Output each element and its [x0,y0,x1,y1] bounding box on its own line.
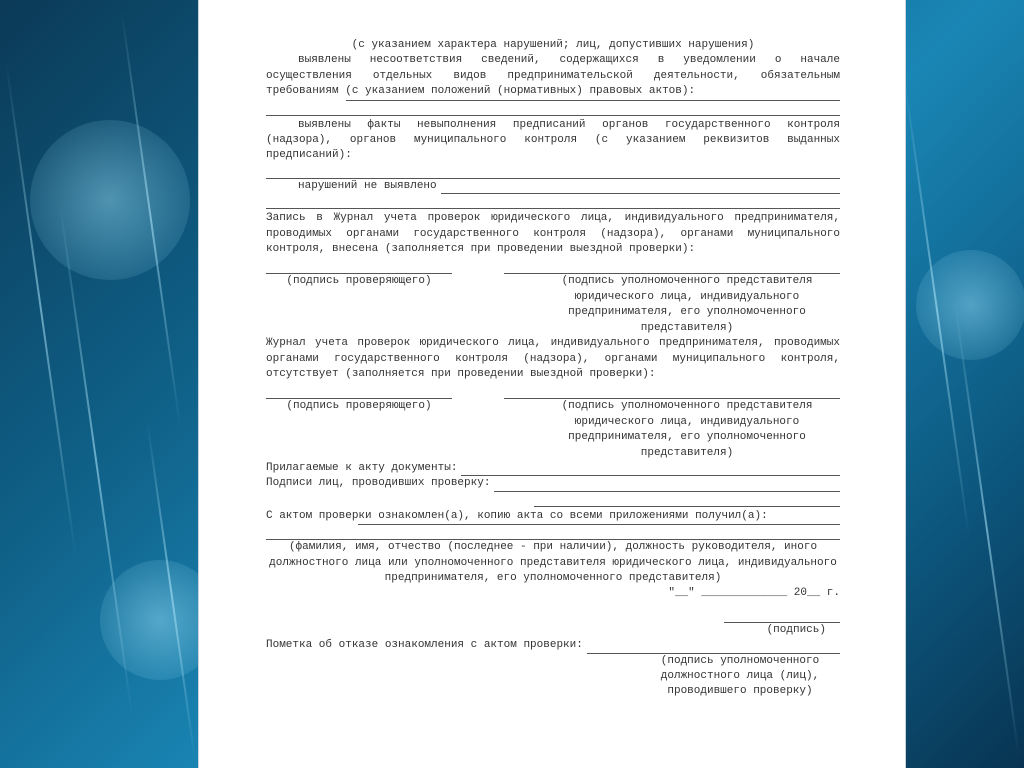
background-left [0,0,198,768]
signatures-inspectors-second-line [534,492,840,507]
inspector-signature-line [266,259,452,274]
failures-paragraph: выявлены факты невыполнения предписаний органов государственного контроля (надзора), органов муниципального контроля (с указанием реквизитов выданных предписаний): [266,118,840,162]
journal-absent-paragraph: Журнал учета проверок юридического лица, индивидуального предпринимателя, проводимых органами государственного контроля (надзора), органами муниципального контроля, отсутствует (заполняется при проведении выездной проверки): [266,337,840,380]
representative-signature-line [504,384,840,399]
signature-caption: (подпись) [766,623,826,636]
refusal-row [266,638,840,653]
mismatch-text: выявлены несоответствия сведений, содержащихся в уведомлении о начале осуществления отдельных видов предпринимательской деятельности, обязательным требованиям (с указанием положений (нормативных) правовых актов): [266,54,840,98]
blank-line [266,194,840,209]
representative-signature-caption: (подпись уполномоченного представителя юридического лица, индивидуального предпринимателя, его уполномоченного представителя) [561,400,813,459]
document-page [198,0,906,768]
no-violations-fill-line [441,181,840,194]
no-violations-row [266,179,840,194]
blank-line [266,164,840,179]
refusal-fill-line [587,641,840,654]
journal-entry-paragraph: Запись в Журнал учета проверок юридического лица, индивидуального предпринимателя, проводимых органами государственного контроля (надзора), органами муниципального контроля, внесена (заполняется при проведении выездной проверки): [266,212,840,256]
blank-line [266,101,840,116]
violations-caption: (с указанием характера нарушений; лиц, допустивших нарушения) [351,39,755,51]
attached-docs-row [266,461,840,476]
no-violations-label: нарушений не выявлено [298,179,437,192]
inspector-signature-caption: (подпись проверяющего) [286,275,432,288]
background-right [906,0,1024,768]
signature-block-1 [266,259,840,336]
signature-line [724,608,840,623]
familiarized-paragraph: С актом проверки ознакомлен(а), копию акта со всеми приложениями получил(а): [266,509,768,522]
representative-signature-line [504,259,840,274]
inspector-signature-caption: (подпись проверяющего) [286,400,432,413]
signature-block-2 [266,384,840,461]
attached-docs-label: Прилагаемые к акту документы: [266,461,458,474]
signatures-inspectors-row [266,476,840,491]
blank-line [266,525,840,540]
refusal-caption: (подпись уполномоченного должностного лица (лиц), проводившего проверку) [660,654,820,698]
representative-signature-caption: (подпись уполномоченного представителя юридического лица, индивидуального предпринимателя, его уполномоченного представителя) [561,275,813,334]
signatures-inspectors-fill-line [494,479,840,492]
document-body [266,38,840,700]
date-line: "__" _____________ 20__ г. [668,587,840,600]
name-caption: (фамилия, имя, отчество (последнее - при наличии), должность руководителя, иного должностного лица или уполномоченного представителя юридического лица, индивидуального предпринимателя, его уполномоченного представителя) [269,541,837,584]
inspector-signature-line [266,384,452,399]
refusal-note-label: Пометка об отказе ознакомления с актом проверки: [266,639,583,652]
signatures-inspectors-label: Подписи лиц, проводивших проверку: [266,477,491,490]
attached-docs-fill-line [461,463,840,476]
